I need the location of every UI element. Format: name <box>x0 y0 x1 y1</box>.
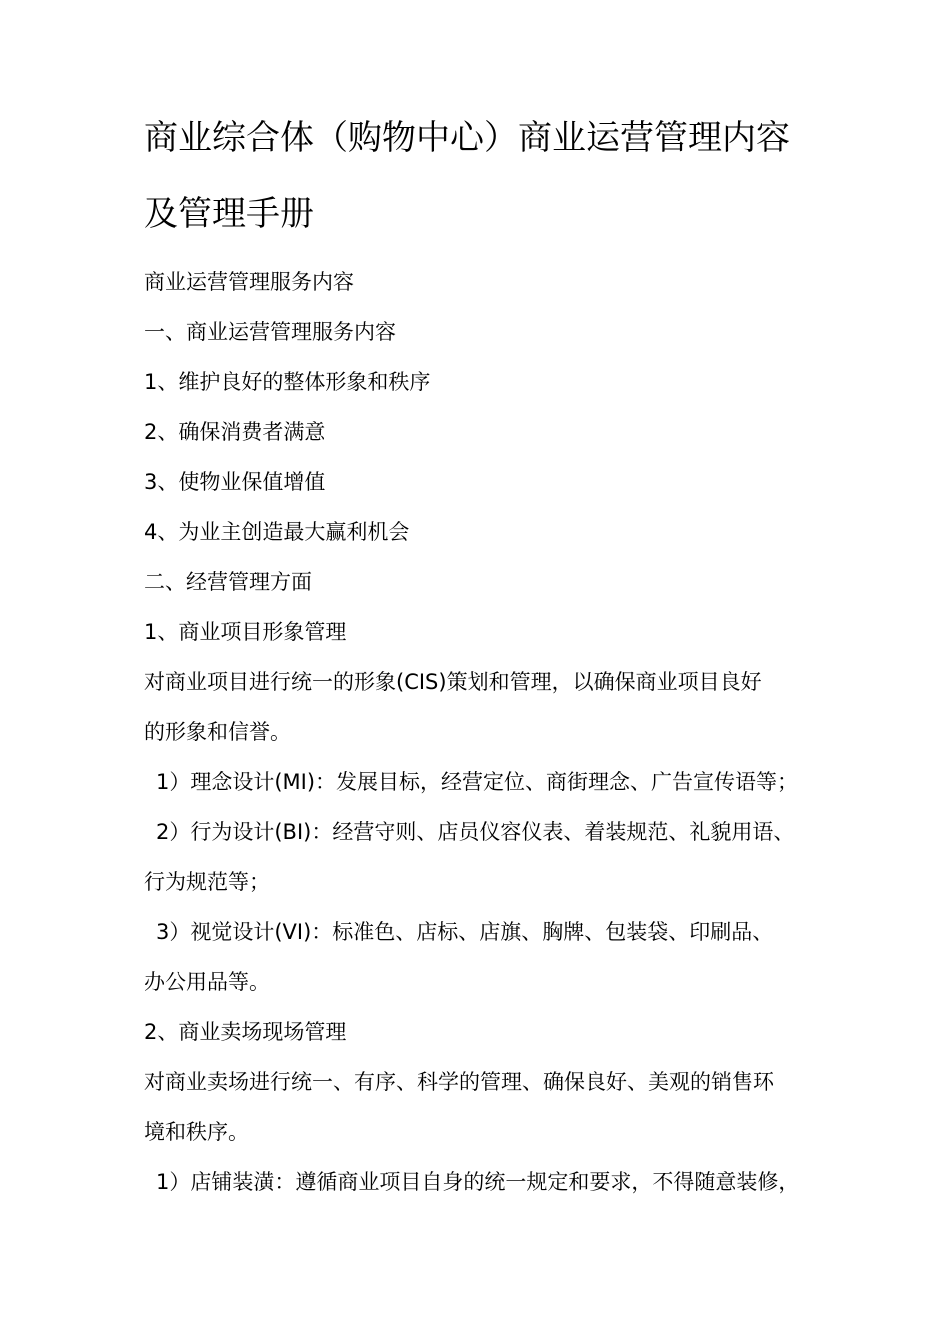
paragraph-line: 对商业项目进行统一的形象(CIS)策划和管理，以确保商业项目良好 <box>144 670 762 694</box>
subsection-heading: 1、商业项目形象管理 <box>144 620 347 644</box>
document-title <box>144 100 824 252</box>
list-item: 2、确保消费者满意 <box>144 420 326 444</box>
paragraph-line: 境和秩序。 <box>144 1120 249 1144</box>
list-item: 1、维护良好的整体形象和秩序 <box>144 370 431 394</box>
section-heading: 二、经营管理方面 <box>144 570 312 594</box>
document-body <box>144 257 824 1207</box>
paragraph-line: 行为规范等； <box>144 870 270 894</box>
title-line-1: 商业综合体（购物中心）商业运营管理内容 <box>144 118 790 158</box>
title-line-2: 及管理手册 <box>144 194 314 234</box>
list-item: 2）行为设计(BI)：经营守则、店员仪容仪表、着装规范、礼貌用语、 <box>156 820 795 844</box>
section-heading: 商业运营管理服务内容 <box>144 270 354 294</box>
list-item: 1）店铺装潢：遵循商业项目自身的统一规定和要求，不得随意装修， <box>156 1170 800 1194</box>
subsection-heading: 2、商业卖场现场管理 <box>144 1020 347 1044</box>
paragraph-line: 办公用品等。 <box>144 970 270 994</box>
list-item: 1）理念设计(MI)：发展目标，经营定位、商街理念、广告宣传语等； <box>156 770 799 794</box>
list-item: 3）视觉设计(VI)：标准色、店标、店旗、胸牌、包装袋、印刷品、 <box>156 920 774 944</box>
paragraph-line: 的形象和信誉。 <box>144 720 291 744</box>
section-heading: 一、商业运营管理服务内容 <box>144 320 396 344</box>
list-item: 3、使物业保值增值 <box>144 470 326 494</box>
paragraph-line: 对商业卖场进行统一、有序、科学的管理、确保良好、美观的销售环 <box>144 1070 774 1094</box>
list-item: 4、为业主创造最大赢利机会 <box>144 520 410 544</box>
